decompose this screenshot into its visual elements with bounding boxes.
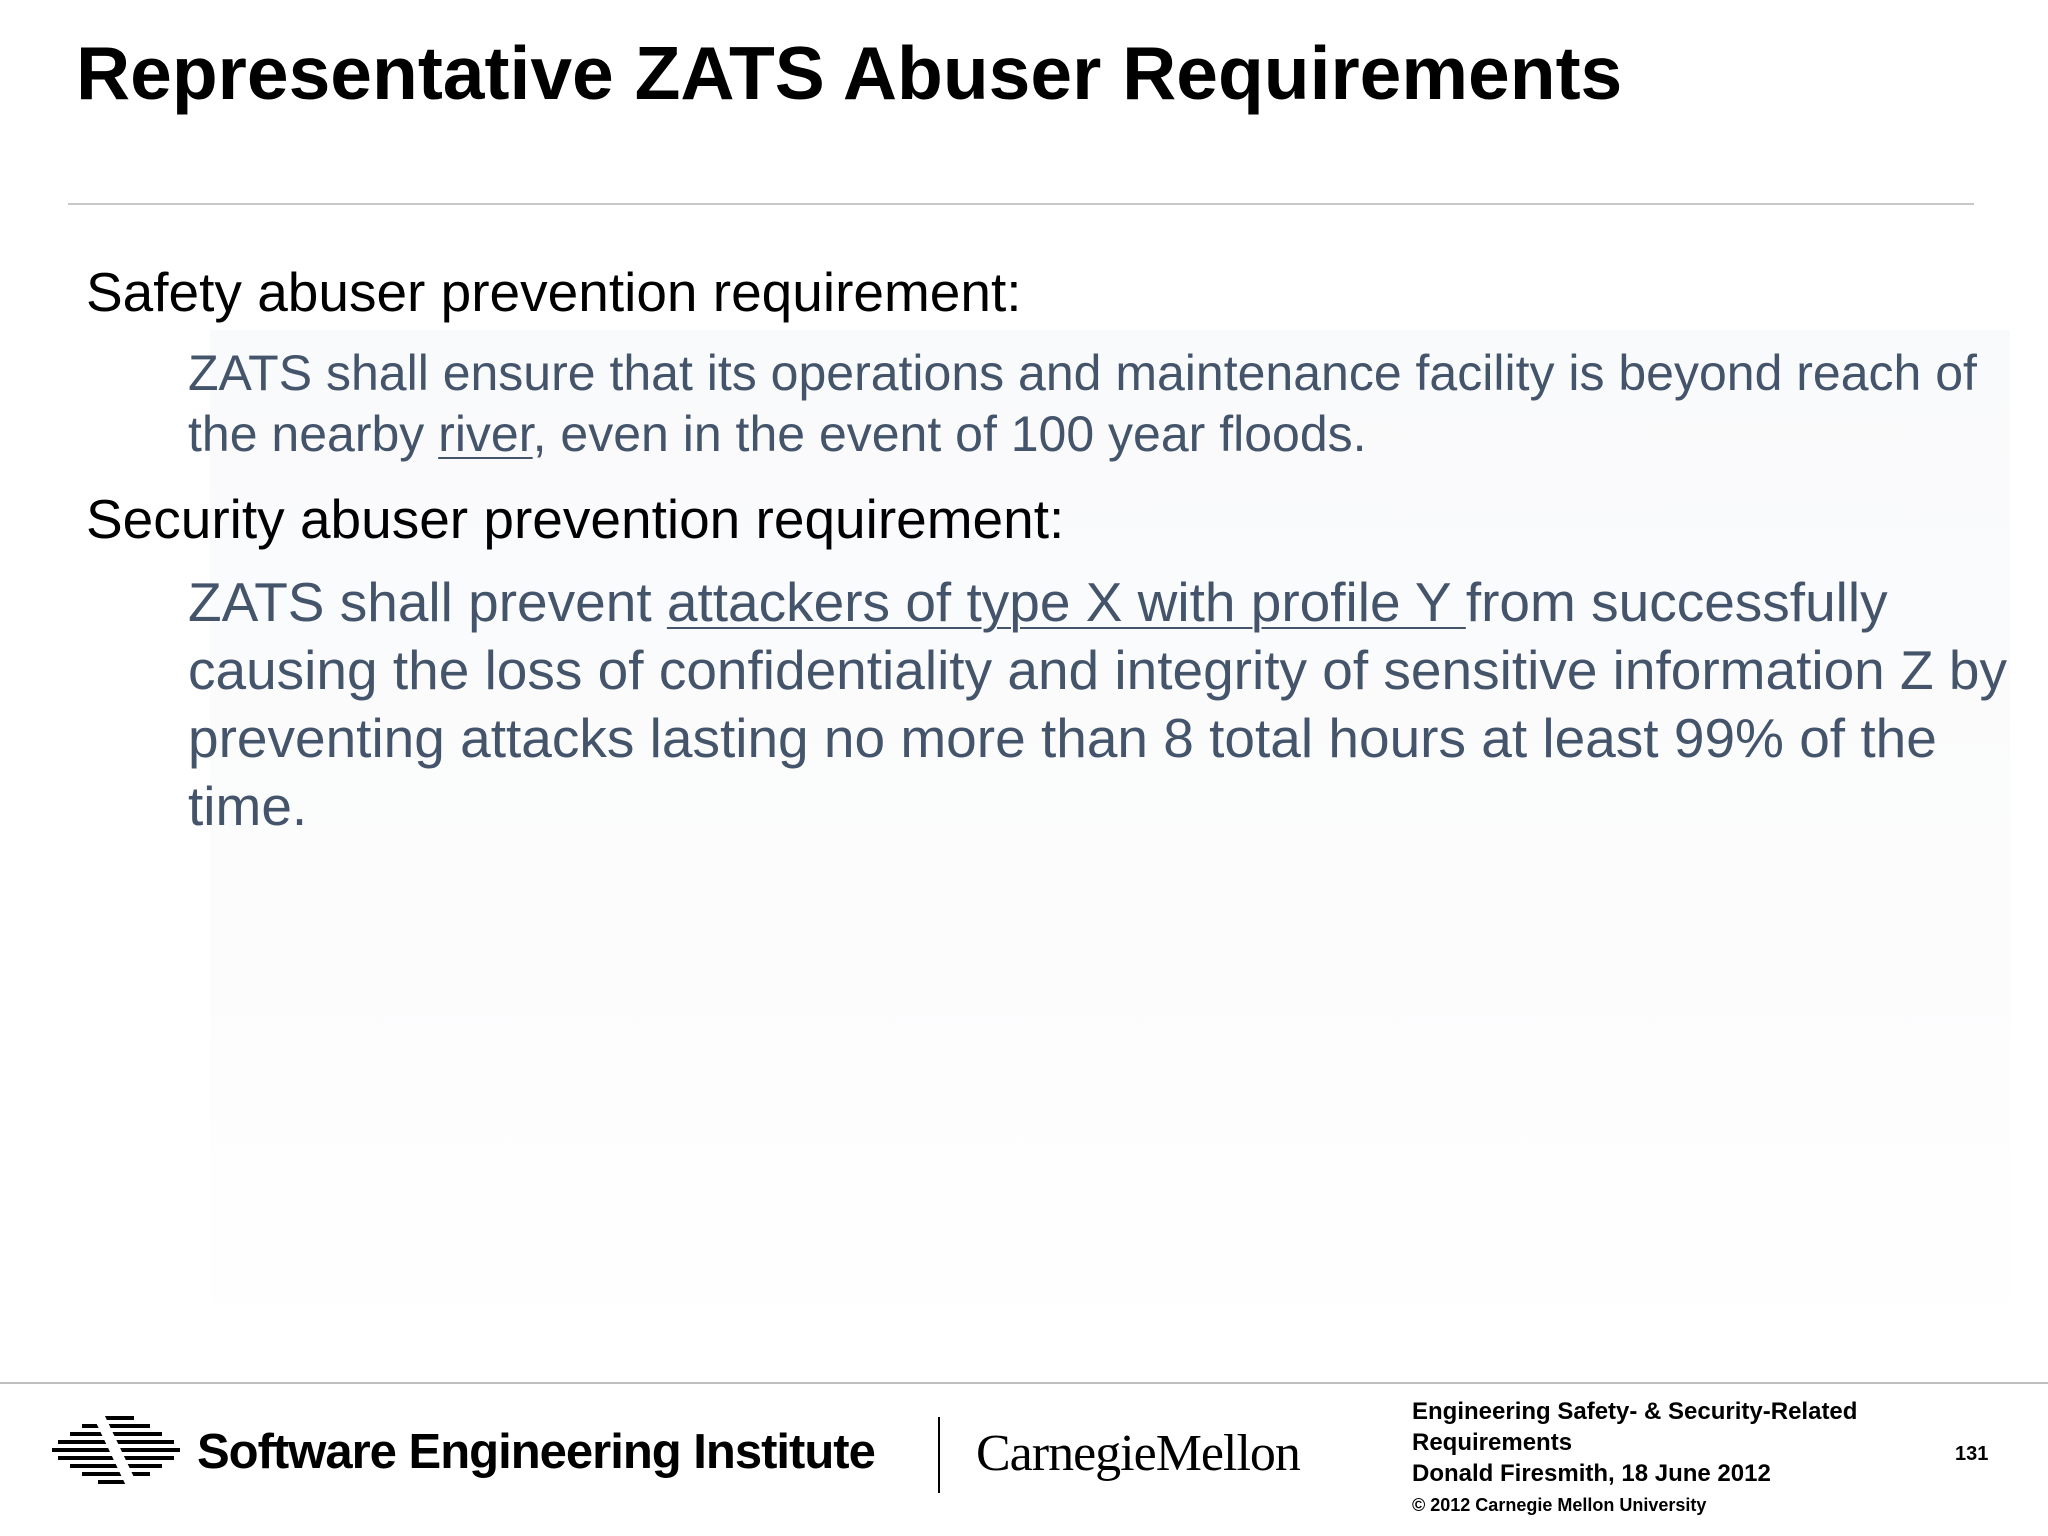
- author-date: Donald Firesmith, 18 June 2012: [1412, 1460, 1771, 1487]
- sei-striped-logo-icon: [52, 1414, 180, 1490]
- security-underlined-term: attackers of type X with profile Y: [666, 571, 1466, 633]
- copyright: © 2012 Carnegie Mellon University: [1412, 1495, 1707, 1515]
- security-requirement-text: [188, 568, 2018, 840]
- title-divider: [68, 203, 1974, 205]
- safety-underlined-term: river: [438, 406, 533, 462]
- safety-requirement-text: [188, 343, 1988, 465]
- footer-divider: [0, 1382, 2048, 1384]
- slide-title: Representative ZATS Abuser Requirements: [76, 31, 1623, 115]
- safety-requirement-heading: Safety abuser prevention requirement:: [86, 261, 1022, 323]
- presentation-title-line1: Engineering Safety- & Security-Related: [1412, 1398, 1858, 1425]
- cmu-wordmark: CarnegieMellon: [976, 1425, 1300, 1482]
- security-text-after: from successfully causing the loss of confidentiality and integrity of sensitive information Z by preventing attacks lasting no more than 8 total hours at least 99% of the time.: [188, 571, 2008, 837]
- presentation-info: [1412, 1396, 1857, 1489]
- safety-text-after: , even in the event of 100 year floods.: [532, 406, 1367, 462]
- sei-wordmark: Software Engineering Institute: [197, 1425, 875, 1479]
- logo-divider: [938, 1417, 940, 1493]
- page-number: 131: [1955, 1443, 1989, 1465]
- safety-text-before: ZATS shall ensure that its operations and maintenance facility is beyond reach of the nearby: [188, 345, 1977, 462]
- security-requirement-heading: Security abuser prevention requirement:: [86, 488, 1065, 550]
- security-text-before: ZATS shall prevent: [188, 571, 667, 633]
- presentation-title-line2: Requirements: [1412, 1429, 1573, 1456]
- content-background: [210, 330, 2010, 1360]
